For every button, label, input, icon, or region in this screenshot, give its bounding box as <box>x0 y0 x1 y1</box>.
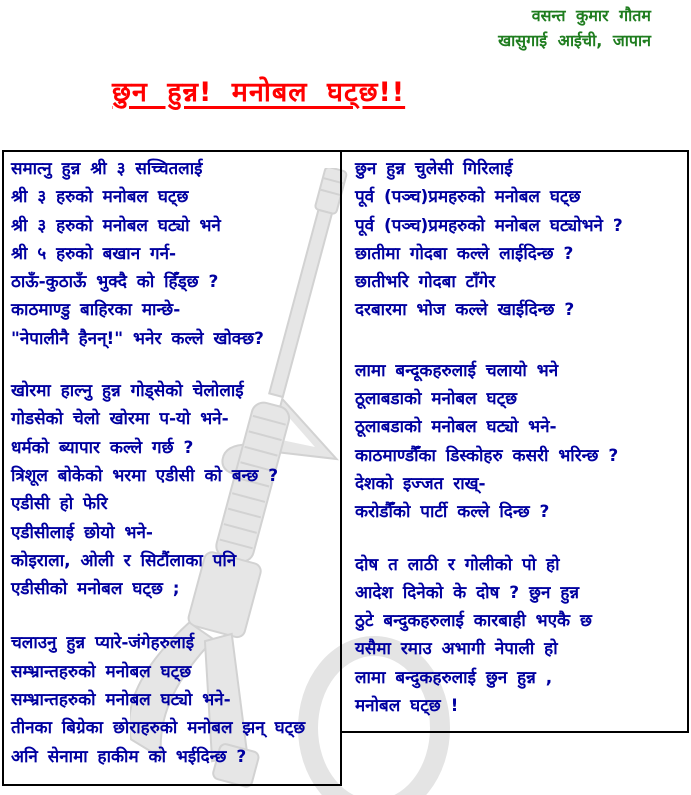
poem-line: ठूलाबडाको मनोबल घट्छ <box>355 389 518 410</box>
poem-line: पूर्व (पञ्च)प्रमहरुको मनोबल घट्छ <box>355 187 581 208</box>
poem-line: ठुटे बन्दुकहरुलाई कारबाही भएकै छ <box>355 611 592 632</box>
poem-line: श्री ३ हरुको मनोबल घट्छ <box>11 187 189 208</box>
poem-line: एडीसीलाई छोयो भने- <box>11 522 153 543</box>
poem-line: तीनका बिग्रेका छोराहरुको मनोबल झन् घट्छ <box>11 718 306 739</box>
poem-line: काठमाण्डौँका डिस्कोहरु कसरी भरिन्छ ? <box>355 445 619 466</box>
poem-left-column <box>2 150 342 786</box>
stanza-3 <box>11 629 338 770</box>
author-block <box>498 3 651 53</box>
poem-line: यसैमा रमाउ अभागी नेपाली हो <box>355 639 558 660</box>
poem-line: काठमाण्डु बाहिरका मान्छे- <box>11 300 181 321</box>
poem-line: अनि सेनामा हाकीम को भईदिन्छ ? <box>11 746 247 767</box>
poem-line: समात्नु हुन्न श्री ३ सच्चितलाई <box>11 159 203 179</box>
poem-line: मनोबल घट्छ ! <box>355 696 459 717</box>
author-location: खासुगाई आईची, जापान <box>498 31 651 50</box>
author-name: वसन्त कुमार गौतम <box>531 6 651 25</box>
stanza-6 <box>355 551 685 721</box>
stanza-4 <box>355 155 685 325</box>
poem-line: पूर्व (पञ्च)प्रमहरुको मनोबल घट्योभने ? <box>355 215 623 236</box>
poem-line: त्रिशूल बोकेको भरमा एडीसी को बन्छ ? <box>11 465 279 486</box>
poem-title: छुन हुन्न! मनोबल घट्छ!! <box>112 77 406 108</box>
poem-line: चलाउनु हुन्न प्यारे-जंगेहरुलाई <box>11 633 195 654</box>
poem-line: छुन हुन्न चुलेसी गिरिलाई <box>355 159 513 179</box>
poem-line: ठूलाबडाको मनोबल घट्यो भने- <box>355 417 557 438</box>
poem-line: सम्भ्रान्तहरुको मनोबल घट्छ <box>11 661 192 682</box>
poem-line: छातीमा गोदबा कल्ले लाईदिन्छ ? <box>355 243 574 264</box>
poem-line: देशको इज्जत राख्- <box>355 473 486 494</box>
poem-line: एडीसी हो फेरि <box>11 494 108 515</box>
poem-line: सम्भ्रान्तहरुको मनोबल घट्यो भने- <box>11 690 231 711</box>
stanza-2 <box>11 377 338 603</box>
poem-line: लामा बन्दुकहरुलाई छुन हुन्न , <box>355 667 553 688</box>
poem-line: श्री ३ हरुको मनोबल घट्यो भने <box>11 215 221 236</box>
poem-line: गोडसेको चेलो खोरमा प-यो भने- <box>11 409 229 430</box>
poem-line: लामा बन्दूकहरुलाई चलायो भने <box>355 360 559 381</box>
poem-line: "नेपालीनै हैनन्!" भनेर कल्ले खोक्छ? <box>11 328 264 349</box>
poem-line: दोष त लाठी र गोलीको पो हो <box>355 554 560 575</box>
poem-line: धर्मको ब्यापार कल्ले गर्छ ? <box>11 437 194 458</box>
poem-line: छातीभरि गोदबा टाँगेर <box>355 272 496 293</box>
stanza-1 <box>11 155 338 353</box>
poem-line: आदेश दिनेको के दोष ? छुन हुन्न <box>355 582 580 603</box>
poem-right-column <box>342 150 689 733</box>
poem-line: एडीसीको मनोबल घट्छ ; <box>11 579 180 600</box>
poem-line: श्री ५ हरुको बखान गर्न- <box>11 243 177 264</box>
poem-line: कोइराला, ओली र सिटौंलाका पनि <box>11 550 237 571</box>
poem-line: ठाऊँ-कुठाऊँ भुक्दै को हिँड्छ ? <box>11 272 219 293</box>
poem-line: खोरमा हाल्नु हुन्न गोड्सेको चेलोलाई <box>11 381 244 402</box>
poem-line: दरबारमा भोज कल्ले खाईदिन्छ ? <box>355 300 575 321</box>
stanza-5 <box>355 357 685 527</box>
poem-line: करोडौँको पार्टी कल्ले दिन्छ ? <box>355 502 550 523</box>
